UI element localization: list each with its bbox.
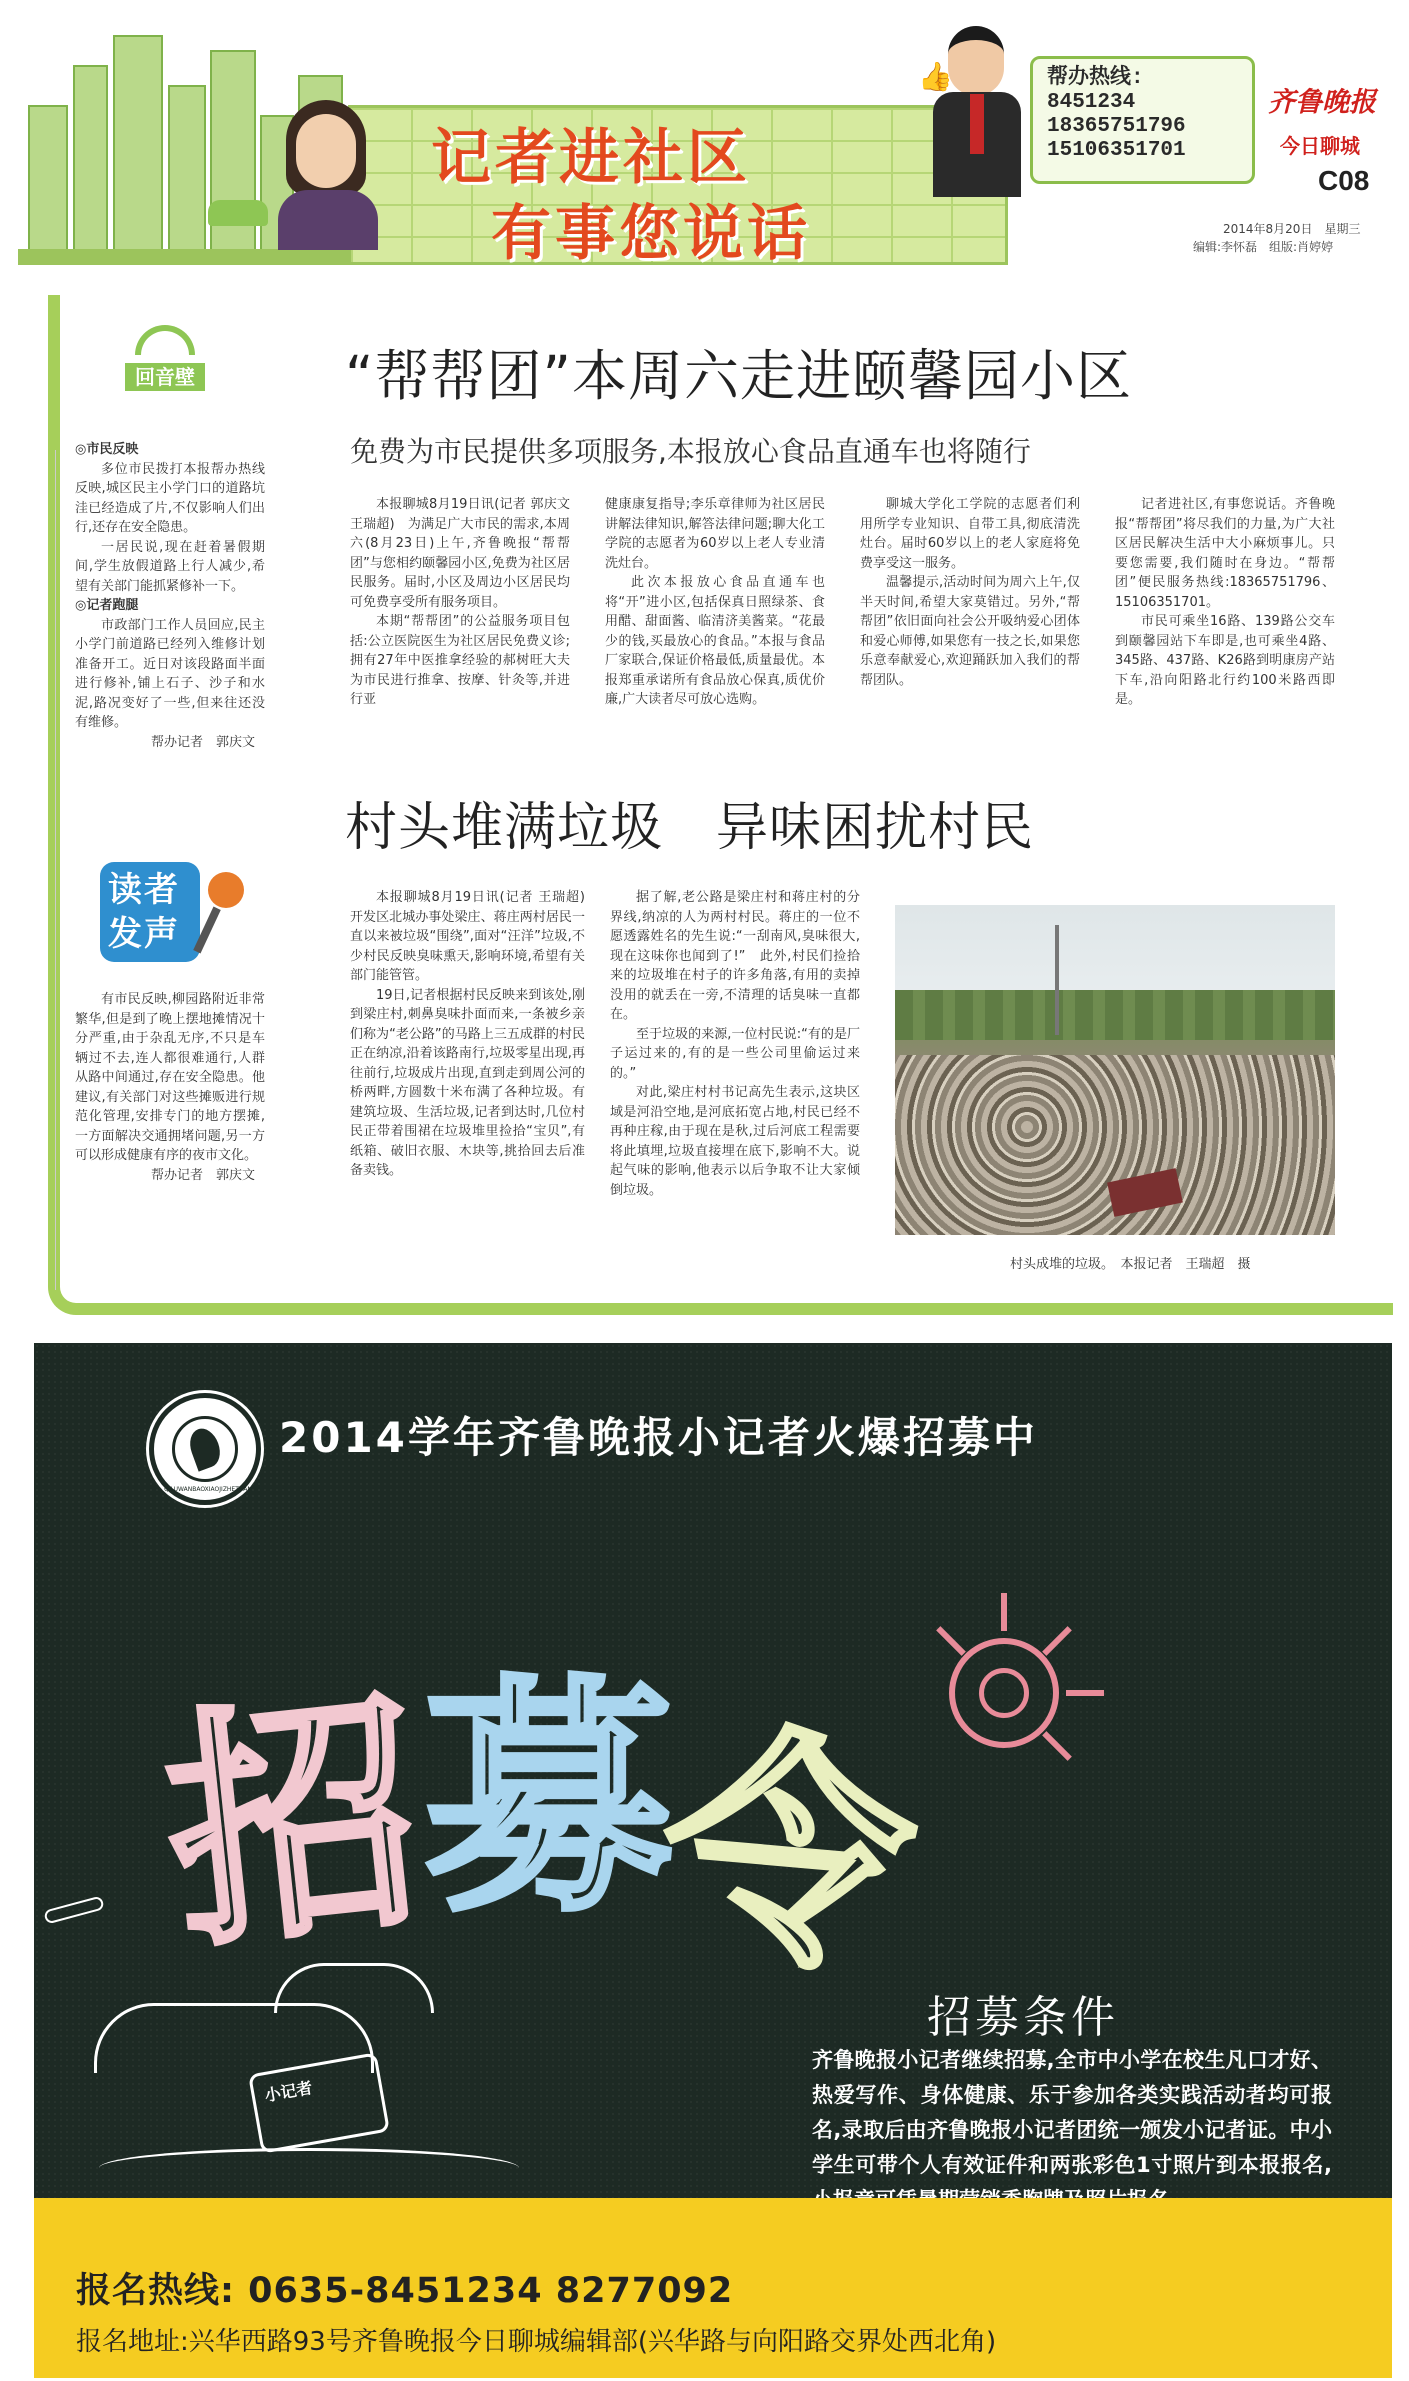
chalk-cloud [274, 1963, 434, 2013]
sidebar-text: 多位市民拨打本报帮办热线反映,城区民主小学门口的道路坑洼已经造成了片,不仅影响人们出行,还存在安全隐患。 [75, 461, 265, 535]
conditions-text: 齐鲁晚报小记者继续招募,全市中小学在校生凡口才好、热爱写作、身体健康、乐于参加各类实践活动者均可报名,录取后由齐鲁晚报小记者团统一颁发小记者证。中小学生可带个人有效证件和两张彩色1寸照片到本报报名, [812, 2048, 1332, 2177]
microphone-icon [208, 872, 244, 908]
female-reporter-avatar [268, 100, 388, 250]
sidebar-text: 有市民反映,柳园路附近非常繁华,但是到了晚上摆地摊情况十分严重,由于杂乱无序,不只是车辆过不去,连人都很难通行,人群从路中间通过,存在安全隐患。他建议,有关部门对这些摊贩进行规范化管理,安排专门的地方摆摊,一方面解决交通拥堵问题,另一方可以形成健康有序的夜市文化。 [75, 992, 265, 1163]
article-paragraph: 至于垃圾的来源,一位村民说:“有的是厂子运过来的,有的是一些公司里偷运过来的。” [610, 1026, 860, 1081]
signup-address: 报名地址:兴华西路93号齐鲁晚报今日聊城编辑部(兴华路与向阳路交界处西北角) [76, 2327, 997, 2357]
slogan-wall [348, 105, 1008, 269]
hotline-number: 8451234 [1047, 91, 1136, 114]
hotline-label: 帮办热线: [1047, 67, 1144, 90]
article-paragraph: 对此,梁庄村村书记高先生表示,这块区域是河沿空地,是河底拓宽占地,村民已经不再种庄稼,由于现在是秋,过后河底工程需要将此填埋,垃圾直接埋在底下,影响不大。说起气味的影响,他表示以后争取不让大家倾倒垃圾。 [610, 1085, 860, 1198]
chalk-char-zhao: 招 [154, 1663, 434, 1983]
recruitment-ad [34, 1343, 1392, 2378]
chalk-char-mu: 募 [424, 1651, 674, 1945]
male-reporter-avatar [918, 20, 1028, 210]
hotline-number: 15106351701 [1047, 139, 1186, 162]
conditions-title: 招募条件 [927, 1992, 1119, 2043]
article-paragraph: 本期“帮帮团”的公益服务项目包括:公立医院医生为社区居民免费义诊;拥有27年中医推拿经验的郝树旺大夫为市民进行推拿、按摩、针灸等,并进行亚 [350, 614, 570, 707]
article2-headline: 村头堆满垃圾 异味困扰村民 [345, 798, 1035, 858]
chalk-char-ling: 令 [651, 1695, 927, 2011]
article-paragraph: 据了解,老公路是梁庄村和蒋庄村的分界线,纳凉的人为两村村民。蒋庄的一位不愿透露姓名的先生说:“一刮南风,臭味很大,现在这味你也闻到了!” 此外,村民们捡拾来的垃圾堆在村子的许多角落,有用的卖掉没用的就丢在一旁,不清理的话臭味一直都在。 [610, 890, 860, 1022]
editor-credits: 编辑:李怀磊 组版:肖婷婷 [1193, 240, 1334, 254]
page-number: C08 [1318, 165, 1370, 196]
article-paragraph: 19日,记者根据村民反映来到该处,刚到梁庄村,刺鼻臭味扑面而来,一条被乡亲们称为“老公路”的马路上三五成群的村民正在纳凉,沿着该路南行,垃圾零星出现,再往前行,垃圾成片出现,直到走到周公河的桥两畔,方圆数十米布满了各种垃圾。有建筑垃圾、生活垃圾,记者到达时,几位村民正带着围裙在垃圾堆里捡拾“宝贝”,有纸箱、破旧衣服、木块等,挑拾回去后准备卖钱。 [350, 987, 585, 1178]
article1-subhead: 免费为市民提供多项服务,本报放心食品直通车也将随行 [350, 435, 1031, 468]
signup-phone: 报名热线: 0635-8451234 8277092 [76, 2271, 734, 2311]
article1-headline: “帮帮团”本周六走进颐馨园小区 [345, 344, 1132, 408]
article-paragraph: 聊城大学化工学院的志愿者们利用所学专业知识、自带工具,彻底清洗灶台。届时60岁以上的老人家庭将免费享受这一服务。 [860, 497, 1080, 571]
duzhe-logo-text: 读者发声 [100, 862, 200, 962]
edition-name: 今日聊城 [1280, 134, 1360, 158]
badge-text: QILUWANBAOXIAOJIZHETUAN [164, 1486, 252, 1493]
ad-title: 2014学年齐鲁晚报小记者火爆招募中 [279, 1413, 1038, 1462]
xiaojizhetuan-badge [149, 1393, 261, 1505]
article-paragraph: 记者进社区,有事您说话。齐鲁晚报“帮帮团”将尽我们的力量,为广大社区居民解决生活中大小麻烦事儿。只要您需要,我们随时在身边。“帮帮团”便民服务热线:18365751796、15106351701。 [1115, 497, 1335, 610]
sidebar-text: 市政部门工作人员回应,民主小学门前道路已经列入维修计划准备开工。近日对该段路面半面进行修补,铺上石子、沙子和水泥,路况变好了一些,但来往还没有维修。 [75, 617, 265, 730]
chalk-plane-icon [43, 1895, 105, 1924]
duzhe-fasheng-logo [100, 862, 250, 962]
byline: 帮办记者 郭庆文 [150, 1167, 255, 1183]
article-paragraph: 市民可乘坐16路、139路公交车到颐馨园站下车即是,也可乘坐4路、345路、437路、K26路到明康房产站下车,沿向阳路北行约100米路西即是。 [1115, 614, 1335, 707]
garbage-photo [895, 905, 1335, 1235]
huiyinbi-logo [125, 325, 205, 395]
sidebar-reader-voice [75, 990, 265, 1185]
slogan-line1: 记者进社区 [431, 123, 751, 193]
sidebar-huiyinbi [75, 440, 265, 752]
page-header [18, 20, 1393, 269]
chalk-bus-label: 小记者 [263, 2078, 314, 2106]
article-paragraph: 健康康复指导;李乐章律师为社区居民讲解法律知识,解答法律问题;聊大化工学院的志愿者为60岁以上老人专业清洗灶台。 [605, 497, 825, 571]
article2-col1 [350, 888, 599, 1181]
car-icon [208, 200, 268, 226]
huiyinbi-logo-text: 回音壁 [125, 363, 205, 391]
thumbs-up-icon: 👍 [918, 60, 953, 93]
article-paragraph: 本报聊城8月19日讯(记者 王瑞超) 开发区北城办事处梁庄、蒋庄两村居民一直以来被垃圾“围绕”,面对“汪洋”垃圾,不少村民反映臭味熏天,影响环境,希望有关部门能管管。 [350, 890, 599, 983]
article2-col2 [610, 888, 860, 1200]
masthead-logo: 齐鲁晚报 [1268, 87, 1376, 118]
article-paragraph: 本报聊城8月19日讯(记者 郭庆文 王瑞超) 为满足广大市民的需求,本周六(8月23日)上午,齐鲁晚报“帮帮团”与您相约颐馨园小区,免费为社区居民服务。届时,小区及周边小区居民均可免费享受所有服务项目。 [350, 497, 584, 610]
article-paragraph: 此次本报放心食品直通车也将“开”进小区,包括保真日照绿茶、食用醋、甜面酱、临清济美酱菜。“花最少的钱,买最放心的食品。”本报与食品厂家联合,保证价格最低,质量最优。本报郑重承诺所有食品放心保真,质优价廉,广大读者尽可放心选购。 [605, 575, 825, 707]
slogan-line2: 有事您说话 [491, 199, 811, 269]
photo-caption: 村头成堆的垃圾。 本报记者 王瑞超 摄 [1010, 1257, 1251, 1272]
hotline-box [1030, 56, 1255, 184]
chalk-sun-icon [904, 1593, 1104, 1793]
sidebar-tag-report: ◎市民反映 [75, 442, 139, 457]
article1-col2 [605, 495, 825, 710]
sidebar-tag-followup: ◎记者跑腿 [75, 598, 139, 613]
article1-col3 [860, 495, 1080, 690]
article-paragraph: 温馨提示,活动时间为周六上午,仅半天时间,希望大家莫错过。另外,“帮帮团”依旧面向社会公开吸纳爱心团体和爱心师傅,如果您有一技之长,如果您乐意奉献爱心,欢迎踊跃加入我们的帮帮团队。 [860, 575, 1080, 688]
hotline-number: 18365751796 [1047, 115, 1186, 138]
sidebar-text: 一居民说,现在赶着暑假期间,学生放假道路上行人减少,希望有关部门能抓紧修补一下。 [75, 539, 265, 594]
article1-col4 [1115, 495, 1335, 710]
issue-date: 2014年8月20日 星期三 [1223, 222, 1361, 236]
byline: 帮办记者 郭庆文 [150, 734, 255, 750]
article1-col1 [350, 495, 584, 710]
